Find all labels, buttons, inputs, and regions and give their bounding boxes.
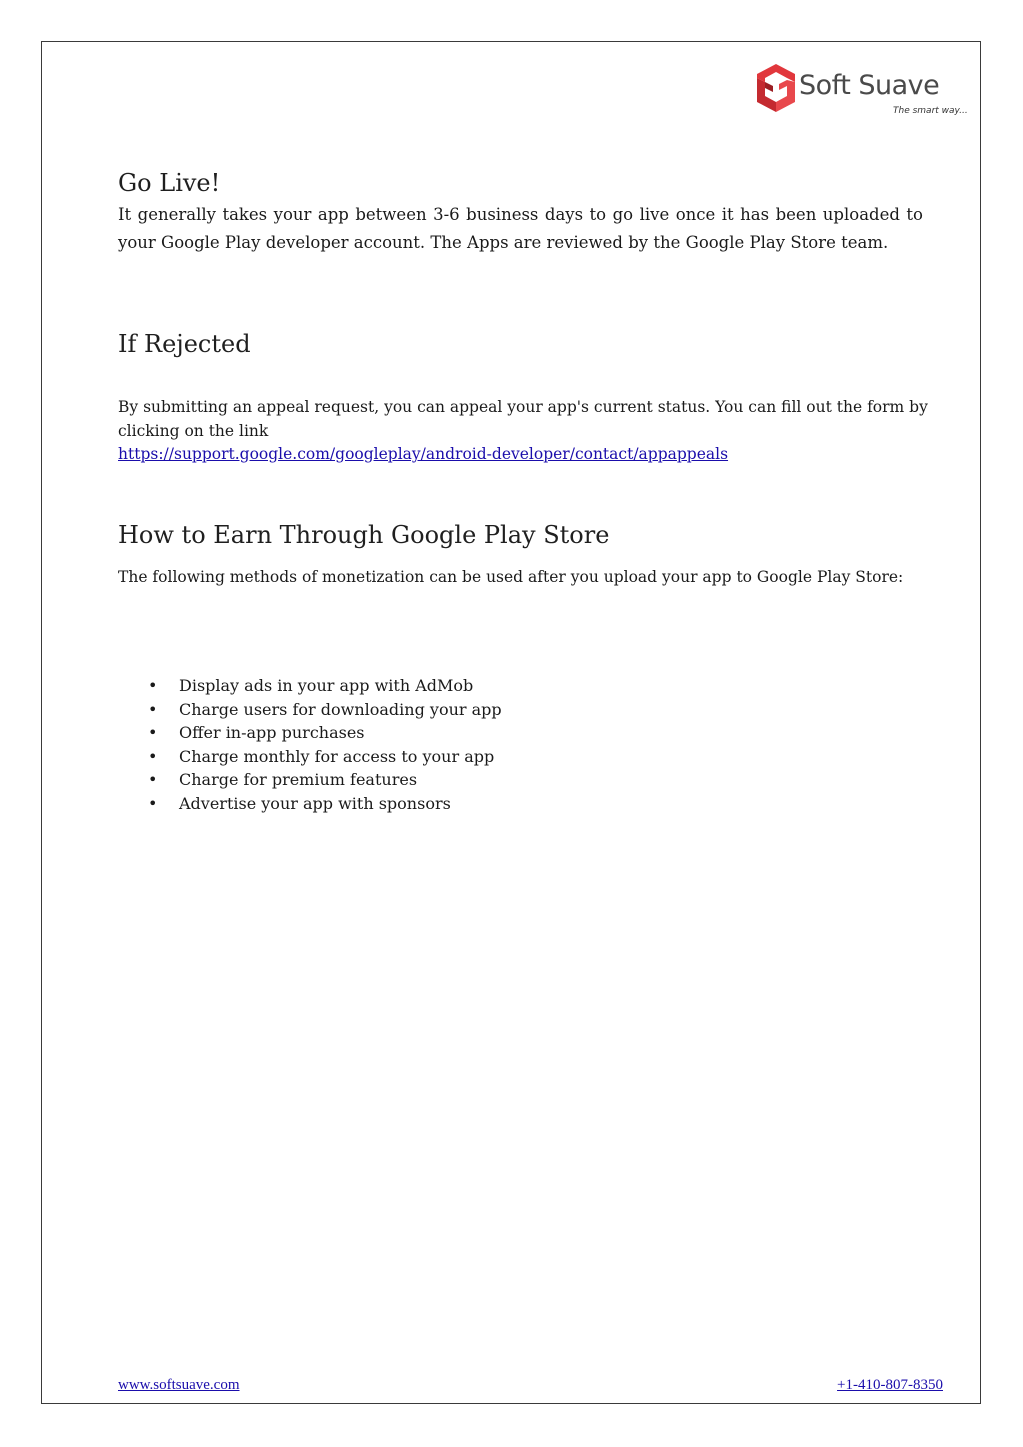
rejected-text: By submitting an appeal request, you can appeal your app's current status. You can fill out the form by clicking on the link [118, 398, 928, 440]
monetization-list [148, 674, 502, 816]
heading-go-live: Go Live! [118, 169, 221, 197]
logo-wordmark: Soft Suave [799, 70, 940, 101]
list-item: • Charge users for downloading your app [148, 698, 502, 722]
list-item: • Advertise your app with sponsors [148, 792, 502, 816]
list-item: • Charge monthly for access to your app [148, 745, 502, 769]
footer-website-link[interactable]: www.softsuave.com [118, 1377, 240, 1393]
heading-how-to-earn: How to Earn Through Google Play Store [118, 521, 610, 549]
logo-cube-icon [755, 62, 797, 114]
list-item: • Charge for premium features [148, 768, 502, 792]
list-item: • Offer in-app purchases [148, 721, 502, 745]
footer-phone-link[interactable]: +1-410-807-8350 [837, 1377, 943, 1393]
logo-tagline: The smart way... [893, 106, 968, 116]
earn-intro: The following methods of monetization can be used after you upload your app to Google Play Store: [118, 568, 904, 586]
soft-suave-logo [755, 62, 968, 122]
rejected-paragraph [118, 396, 946, 467]
heading-if-rejected: If Rejected [118, 330, 251, 358]
appeal-link[interactable]: https://support.google.com/googleplay/android-developer/contact/appappeals [118, 445, 729, 463]
go-live-paragraph: It generally takes your app between 3-6 business days to go live once it has been uploaded to your Google Play developer account. The Apps are reviewed by the Google Play Store team. [118, 205, 923, 252]
list-item: • Display ads in your app with AdMob [148, 674, 502, 698]
